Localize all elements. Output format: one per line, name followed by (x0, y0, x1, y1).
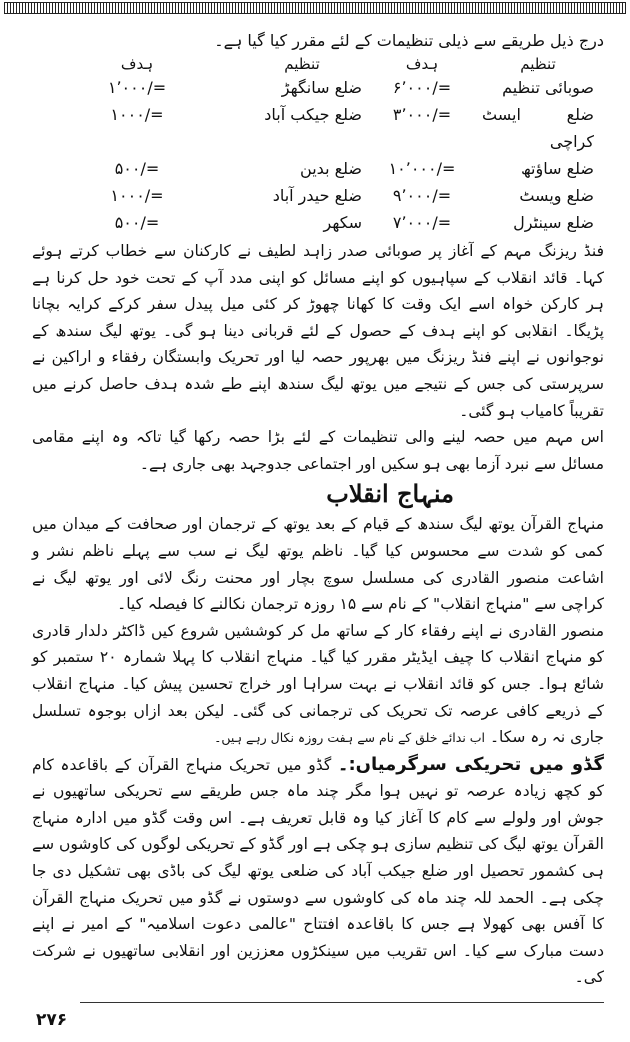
paragraph-editor-note: اب ندائے خلق کے نام سے ہفت روزہ نکال رہے ہیں۔ (214, 730, 486, 746)
header-organization: تنظیم (520, 55, 556, 73)
table-cell-amount: =/۳٬۰۰۰ (392, 105, 452, 124)
header-target: ہدف (405, 55, 439, 73)
intro-line: درج ذیل طریقے سے ذیلی تنظیمات کے لئے مقرر کیا گیا ہے۔ (214, 31, 604, 50)
table-cell-org: ضلع جیکب آباد (264, 105, 362, 124)
table-cell-amount: =/۱۰٬۰۰۰ (388, 159, 456, 178)
paragraph-editor-text: منصور القادری نے اپنے رفقاء کار کے ساتھ مل کر کوششیں شروع کیں ڈاکٹر دلدار قادری کو منہاج انقلاب کا چیف ایڈیٹر مقرر کیا گیا۔ منہاج انقلاب کا پہلا شمارہ ۲۰ ستمبر کو شائع ہوا۔ جس کو قائد انقلاب نے بہت سراہا اور خراج تحسین پیش کیا۔ منہاج انقلاب کے ذریعے کافی عرصہ تک تحریک کی ترجمانی کی گئی۔ لیکن بعد ازاں بوجوہ تسلسل جاری نہ رہ سکا۔ (32, 621, 604, 747)
guddu-text: گڈو میں تحریک منہاج القرآن کے باقاعدہ کام کو کچھ زیادہ عرصہ تو نہیں ہوا مگر چند ماہ جس طریقے سے تحریکی ساتھیوں نے جوش اور ولولے سے کام کا آغاز کیا وہ قابل تعریف ہے۔ اس وقت گڈو میں ادارہ منہاج القرآن یوتھ لیگ کی تنظیم سازی ہو چکی ہے اور گڈو کے تحریکی لوگوں کی کاوشوں سے ہی کشمور تحصیل اور ضلع جیکب آباد کی ضلعی یوتھ لیگ کی باڈی بھی تشکیل دی جا چکی ہے۔ الحمد للہ چند ماہ کی کاوشوں سے دوستوں نے گڈو میں تحریک منہاج القرآن کا آفس بھی کھولا ہے جس کا باقاعدہ افتتاح "عالمی دعوت اسلامیہ" کے امیر نے اپنے دست مبارک سے کیا۔ اس تقریب میں سینکڑوں معززین اور انقلابی ساتھیوں نے شرکت کی۔ (32, 755, 604, 987)
table-cell-org: ضلع ویسٹ (519, 186, 594, 205)
header-target: ہدف (120, 55, 154, 73)
guddu-lead: گڈو میں تحریکی سرگرمیاں:۔ (337, 753, 604, 775)
table-cell-org: ضلع ایسٹ کراچی (482, 105, 594, 151)
paragraph-minhaj-inqilab: منہاج القرآن یوتھ لیگ سندھ کے قیام کے بعد یوتھ کے ترجمان اور صحافت کے میدان میں کمی کو شدت سے محسوس کیا گیا۔ ناظم یوتھ لیگ نے سب سے پہلے ناظم نشر و اشاعت منصور القادری کی مسلسل سوچ بچار اور محنت رنگ لائی اور یوتھ لیگ نے کراچی سے "منہاج انقلاب" کے نام سے ۱۵ روزہ ترجمان نکالنے کا فیصلہ کیا۔ (32, 515, 604, 614)
table-cell-org: ضلع سینٹرل (513, 213, 594, 232)
paragraph-fund-raising: فنڈ ریزنگ مہم کے آغاز پر صوبائی صدر زاہد لطیف نے کارکنان سے خطاب کرتے ہوئے کہا۔ قائد انقلاب کے سپاہیوں کو اپنے مسائل کو اپنی مدد آپ کے تحت خود حل کرنا ہے ہر کارکن خواہ اسے ایک وقت کا کھانا چھوڑ کر کئی میل پیدل سفر کرکے کرایہ بچانا پڑیگا۔ انقلابی کو اپنے ہدف کے حصول کے لئے قربانی دینا ہو گی۔ یوتھ لیگ سندھ کے نوجوانوں نے اپنے فنڈ ریزنگ میں بھرپور حصہ لیا اور تحریک وابستگان رفقاء و اراکین نے سرپرستی کی جس کے نتیجے میں یوتھ لیگ سندھ اپنے طے شدہ ہدف حاصل کرنے میں تقریباً کامیاب ہو گئی۔ (32, 242, 604, 420)
table-cell-amount: =/۶٬۰۰۰ (392, 78, 452, 97)
targets-table (32, 54, 594, 236)
table-cell-amount: =/۵۰۰ (114, 213, 160, 232)
paragraph-campaign-share: اس مہم میں حصہ لینے والی تنظیمات کے لئے بڑا حصہ رکھا گیا تاکہ وہ اپنے مقامی مسائل سے نبرد آزما بھی ہو سکیں اور اجتماعی جدوجہد بھی جاری ہے۔ (32, 428, 604, 473)
table-cell-amount: =/۱۰۰۰ (110, 105, 164, 124)
table-cell-org: ضلع حیدر آباد (272, 186, 362, 205)
table-cell-amount: =/۱٬۰۰۰ (107, 78, 167, 97)
paragraph-guddu (32, 752, 604, 991)
page-body (32, 30, 604, 991)
section-heading: منہاج انقلاب (326, 479, 454, 509)
table-cell-amount: =/۱۰۰۰ (110, 186, 164, 205)
table-cell-amount: =/۷٬۰۰۰ (392, 213, 452, 232)
table-cell-org: ضلع ساؤتھ (520, 159, 594, 178)
table-cell-amount: =/۹٬۰۰۰ (392, 186, 452, 205)
header-organization: تنظیم (284, 55, 320, 73)
table-cell-org: ضلع سانگھڑ (281, 78, 362, 97)
top-border (4, 2, 626, 14)
paragraph-editor (32, 618, 604, 752)
table-cell-org: ضلع بدین (300, 159, 362, 178)
table-cell-org: صوبائی تنظیم (502, 78, 594, 97)
table-cell-amount: =/۵۰۰ (114, 159, 160, 178)
footer-rule (80, 1002, 604, 1003)
table-cell-org: سکھر (323, 213, 362, 232)
page-number: ۲۷۶ (36, 1010, 68, 1030)
